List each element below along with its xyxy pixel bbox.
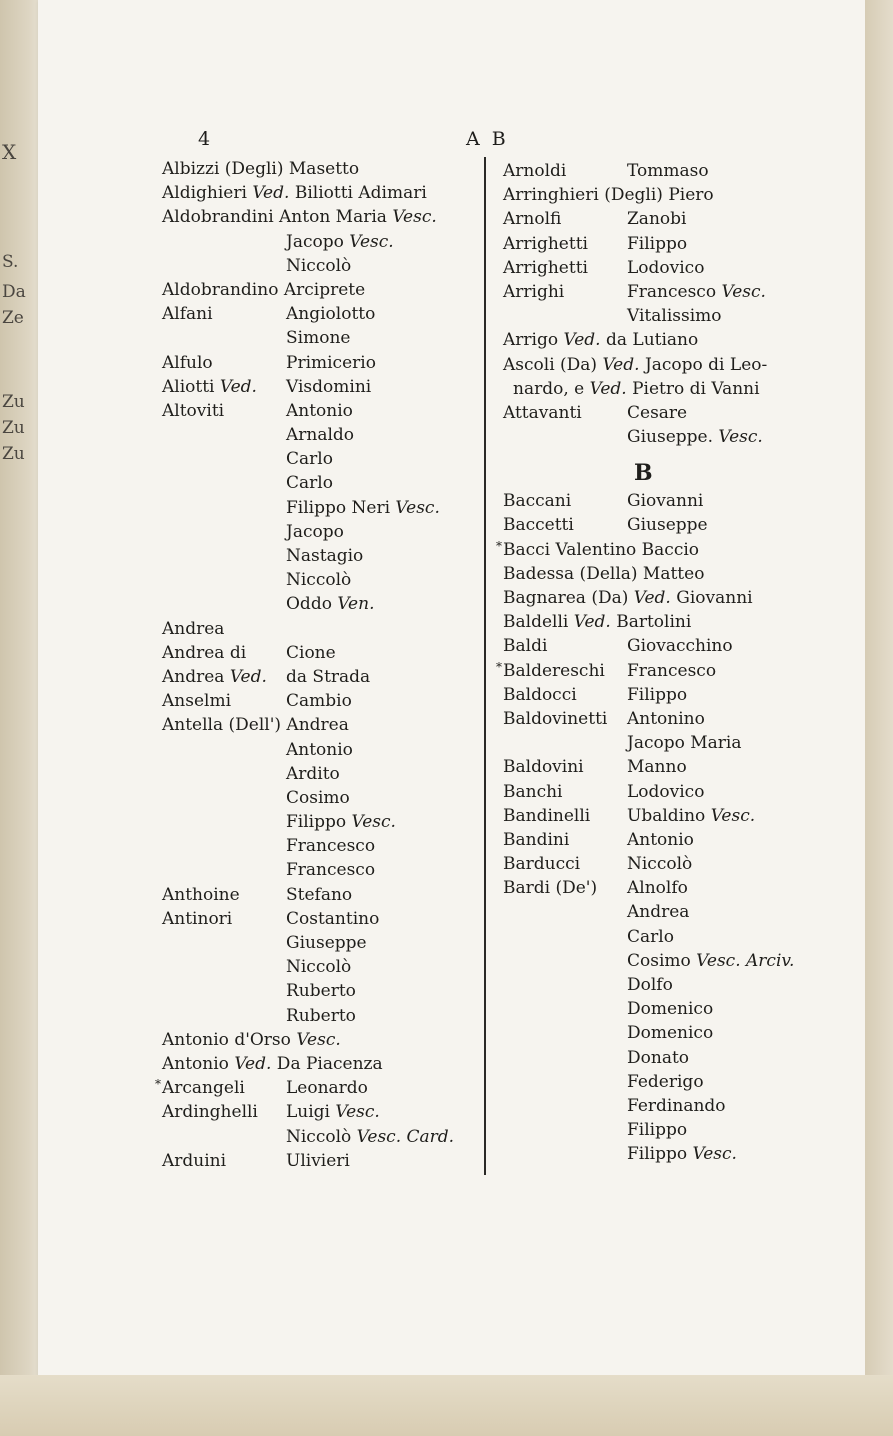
entry-given-name: Arnaldo — [286, 425, 355, 446]
asterisk-mark: * — [496, 538, 502, 553]
index-entry — [162, 955, 474, 979]
index-entry — [162, 544, 474, 568]
index-entry — [503, 489, 823, 513]
index-entry — [503, 804, 823, 828]
entry-given-name: Cosimo Vesc. Arciv. — [627, 950, 795, 971]
entry-given-name: Francesco — [286, 860, 376, 881]
entry-given-name: Filippo Vesc. — [286, 812, 396, 833]
index-entry — [162, 423, 474, 447]
entry-given-name: Cosimo — [286, 787, 350, 808]
entry-given-name: Carlo — [286, 473, 333, 494]
entry-given-name: Giovacchino — [627, 636, 733, 657]
index-entry — [162, 641, 474, 665]
entry-surname: Bagnarea (Da) Ved. Giovanni — [503, 588, 753, 608]
index-entry — [503, 610, 823, 634]
entry-given-name: Jacopo — [286, 521, 344, 542]
entry-given-name: da Strada — [286, 666, 371, 687]
entry-surname: Andrea di — [162, 642, 247, 663]
entry-given-name: Niccolò — [286, 570, 352, 591]
asterisk-mark: * — [496, 659, 502, 674]
entry-given-name: Simone — [286, 328, 351, 349]
right-column — [496, 159, 823, 1167]
index-entry — [503, 1142, 823, 1166]
entry-given-name: Filippo — [627, 233, 688, 254]
index-entry — [162, 738, 474, 762]
index-entry — [503, 731, 823, 755]
index-entry — [162, 907, 474, 931]
index-entry — [162, 157, 474, 181]
index-entry — [503, 207, 823, 231]
entry-surname: Arnoldi — [503, 161, 567, 181]
index-entry — [162, 326, 474, 350]
index-entry — [503, 634, 823, 658]
column-divider — [484, 157, 486, 1175]
entry-given-name: Ubaldino Vesc. — [627, 805, 756, 826]
index-entry — [162, 810, 474, 834]
index-entry — [162, 979, 474, 1003]
index-entry — [503, 159, 823, 183]
margin-fragment: Da — [2, 282, 26, 302]
entry-given-name: Tommaso — [627, 161, 709, 181]
entry-surname: Aliotti Ved. — [162, 376, 257, 397]
entry-given-name: Ardito — [286, 763, 340, 784]
entry-given-name: Giuseppe — [286, 933, 367, 953]
index-entry — [162, 713, 474, 737]
entry-given-name: Ulivieri — [286, 1150, 350, 1171]
entry-surname: Baccetti — [503, 515, 574, 536]
entry-surname: Bandini — [503, 829, 570, 850]
index-entry — [503, 1118, 823, 1142]
entry-given-name: Leonardo — [286, 1078, 368, 1099]
index-entry — [162, 617, 474, 641]
index-entry — [503, 949, 823, 973]
entry-given-name: Nastagio — [286, 546, 364, 566]
index-entry — [162, 1052, 474, 1076]
index-entry — [496, 659, 823, 683]
entry-surname: Baldi — [503, 636, 548, 657]
entry-surname: Bacci Valentino Baccio — [503, 539, 700, 560]
entry-surname: Arrighetti — [503, 233, 588, 254]
index-entry — [162, 278, 474, 302]
index-entry — [162, 520, 474, 544]
entry-given-name: Niccolò — [627, 854, 693, 875]
entry-given-name: Manno — [627, 757, 687, 778]
section-heading — [503, 449, 823, 489]
index-entry — [503, 828, 823, 852]
margin-fragment: S. — [2, 252, 19, 272]
entry-given-name: Niccolò — [286, 255, 352, 276]
index-entry — [162, 883, 474, 907]
index-entry — [162, 1125, 474, 1149]
entry-surname: Barducci — [503, 854, 581, 875]
entry-given-name: Giuseppe — [627, 515, 708, 536]
index-entry — [503, 328, 823, 352]
index-entry — [503, 900, 823, 924]
entry-given-name: Ruberto — [286, 981, 356, 1002]
entry-given-name: Alnolfo — [627, 878, 688, 899]
entry-given-name: Ruberto — [286, 1005, 356, 1026]
index-entry — [162, 665, 474, 689]
index-entry — [162, 181, 474, 205]
entry-given-name: Ferdinando — [627, 1095, 726, 1116]
margin-fragment: X — [2, 140, 17, 164]
adjacent-page-edge — [0, 0, 40, 1436]
entry-given-name: Filippo Vesc. — [627, 1144, 737, 1165]
entry-surname: Alfulo — [162, 352, 213, 373]
entry-surname: Antella (Dell') Andrea — [162, 715, 349, 736]
entry-surname: Baldovinetti — [503, 708, 608, 729]
index-entry — [503, 586, 823, 610]
entry-given-name: Niccolò — [286, 957, 352, 978]
index-entry — [503, 280, 823, 304]
entry-surname: Bardi (De') — [503, 878, 598, 899]
index-entry — [162, 254, 474, 278]
index-entry — [162, 496, 474, 520]
index-entry — [503, 973, 823, 997]
index-entry — [503, 304, 823, 328]
entry-given-name: Luigi Vesc. — [286, 1102, 380, 1123]
entry-given-name: Francesco — [627, 660, 717, 681]
index-entry — [162, 1149, 474, 1173]
entry-given-name: Antonino — [627, 708, 705, 729]
entry-surname: Arrighetti — [503, 257, 588, 278]
entry-given-name: Cambio — [286, 691, 352, 712]
margin-fragment: Zu — [2, 392, 25, 412]
entry-surname: Altoviti — [162, 400, 225, 421]
index-entry — [503, 232, 823, 256]
entry-surname: Aldighieri Ved. Biliotti Adimari — [162, 183, 427, 204]
index-entry — [503, 683, 823, 707]
entry-surname: Baldereschi — [503, 660, 605, 681]
index-entry — [503, 1021, 823, 1045]
entry-surname: Baldovini — [503, 757, 584, 778]
index-entry — [503, 997, 823, 1021]
entry-surname: Arrighi — [503, 281, 565, 302]
index-entry — [503, 425, 823, 449]
index-entry — [162, 471, 474, 495]
entry-given-name: Domenico — [627, 999, 714, 1020]
index-entry — [503, 925, 823, 949]
index-entry — [496, 538, 823, 562]
index-entry — [162, 592, 474, 616]
entry-given-name: Primicerio — [286, 352, 376, 373]
section-letter: B — [634, 460, 653, 487]
index-entry — [503, 377, 823, 401]
entry-surname: Arrigo Ved. da Lutiano — [503, 330, 699, 351]
index-entry — [503, 780, 823, 804]
index-entry — [503, 1070, 823, 1094]
entry-surname: Baccani — [503, 491, 572, 512]
entry-given-name: Niccolò Vesc. Card. — [286, 1126, 455, 1147]
entry-given-name: Cione — [286, 642, 336, 663]
entry-surname: Banchi — [503, 781, 563, 802]
entry-given-name: Lodovico — [627, 781, 705, 802]
running-head: A B — [466, 128, 509, 150]
entry-surname: Antonio d'Orso Vesc. — [162, 1029, 341, 1050]
margin-fragment: Zu — [2, 418, 25, 438]
entry-surname: Arcangeli — [162, 1078, 245, 1099]
index-entry — [503, 513, 823, 537]
entry-given-name: Filippo — [627, 684, 688, 705]
entry-given-name: Lodovico — [627, 257, 705, 278]
index-entry — [162, 931, 474, 955]
page-number: 4 — [198, 128, 211, 150]
index-entry — [162, 1028, 474, 1052]
left-column — [155, 157, 474, 1173]
entry-surname: Alfani — [162, 304, 213, 325]
entry-given-name: Giuseppe. Vesc. — [627, 427, 763, 448]
index-entry — [503, 707, 823, 731]
entry-given-name: Filippo Neri Vesc. — [286, 497, 440, 518]
entry-given-name: Costantino — [286, 908, 380, 929]
entry-given-name: Jacopo Maria — [627, 733, 742, 754]
entry-surname: Baldelli Ved. Bartolini — [503, 612, 692, 633]
page-bottom-edge — [0, 1375, 893, 1436]
entry-surname: Ascoli (Da) Ved. Jacopo di Leo- — [503, 354, 768, 375]
index-entry — [162, 205, 474, 229]
index-entry — [162, 762, 474, 786]
entry-given-name: Zanobi — [627, 209, 687, 230]
entry-given-name: Angiolotto — [286, 304, 376, 325]
entry-given-name: Cesare — [627, 402, 688, 423]
entry-surname: Aldobrandini Anton Maria Vesc. — [162, 207, 437, 228]
asterisk-mark: * — [155, 1077, 161, 1092]
index-entry — [162, 1100, 474, 1124]
index-entry — [162, 351, 474, 375]
index-entry — [162, 447, 474, 471]
margin-fragment: Zu — [2, 444, 25, 464]
entry-surname: Andrea Ved. — [162, 666, 267, 687]
entry-surname: Bandinelli — [503, 805, 591, 826]
index-entry — [162, 689, 474, 713]
entry-given-name: Donato — [627, 1047, 690, 1068]
index-entry — [162, 302, 474, 326]
index-entry — [162, 568, 474, 592]
entry-surname: Baldocci — [503, 684, 577, 705]
entry-surname: Andrea — [162, 618, 225, 639]
index-entry — [503, 256, 823, 280]
entry-surname: Arduini — [162, 1150, 227, 1171]
index-entry — [503, 755, 823, 779]
entry-surname: Ardinghelli — [162, 1102, 258, 1123]
entry-given-name: Francesco Vesc. — [627, 281, 766, 302]
page-right-edge — [865, 0, 893, 1436]
index-entry — [503, 1094, 823, 1118]
entry-given-name: Francesco — [286, 836, 376, 857]
index-entry — [503, 353, 823, 377]
index-entry — [162, 230, 474, 254]
entry-surname: Albizzi (Degli) Masetto — [162, 159, 360, 179]
entry-given-name: Domenico — [627, 1023, 714, 1044]
margin-fragment: Ze — [2, 308, 24, 328]
entry-given-name: Antonio — [286, 400, 353, 421]
entry-given-name: Antonio — [286, 739, 353, 760]
entry-given-name: Visdomini — [286, 376, 372, 397]
entry-surname: Arringhieri (Degli) Piero — [503, 185, 714, 206]
entry-surname: Antonio Ved. Da Piacenza — [162, 1053, 383, 1074]
entry-surname: Antinori — [162, 908, 233, 929]
entry-surname: Arnolfi — [503, 209, 562, 230]
index-entry — [503, 183, 823, 207]
index-entry — [162, 834, 474, 858]
index-entry — [503, 1046, 823, 1070]
entry-given-name: Carlo — [627, 926, 674, 947]
entry-given-name: Andrea — [627, 902, 690, 923]
entry-surname: Attavanti — [503, 402, 582, 423]
index-entry — [162, 375, 474, 399]
entry-given-name: Filippo — [627, 1120, 688, 1141]
entry-given-name: Antonio — [627, 829, 694, 850]
index-entry — [162, 858, 474, 882]
entry-given-name: Stefano — [286, 884, 353, 905]
index-entry — [155, 1076, 474, 1100]
index-entry — [162, 399, 474, 423]
entry-given-name: Giovanni — [627, 491, 704, 512]
index-entry — [162, 1004, 474, 1028]
index-entry — [503, 401, 823, 425]
entry-surname: Aldobrandino Arciprete — [162, 279, 366, 300]
entry-given-name: Federigo — [627, 1071, 704, 1092]
entry-surname: Badessa (Della) Matteo — [503, 563, 705, 584]
entry-surname: Anthoine — [162, 884, 240, 905]
index-entry — [503, 562, 823, 586]
entry-given-name: Jacopo Vesc. — [286, 231, 394, 252]
entry-given-name: Oddo Ven. — [286, 594, 375, 615]
entry-given-name: Carlo — [286, 449, 333, 470]
index-entry — [503, 876, 823, 900]
entry-given-name: Dolfo — [627, 975, 673, 995]
index-entry — [503, 852, 823, 876]
index-entry — [162, 786, 474, 810]
entry-surname: nardo, e Ved. Pietro di Vanni — [513, 378, 760, 399]
entry-surname: Anselmi — [162, 691, 232, 712]
entry-given-name: Vitalissimo — [627, 306, 722, 327]
